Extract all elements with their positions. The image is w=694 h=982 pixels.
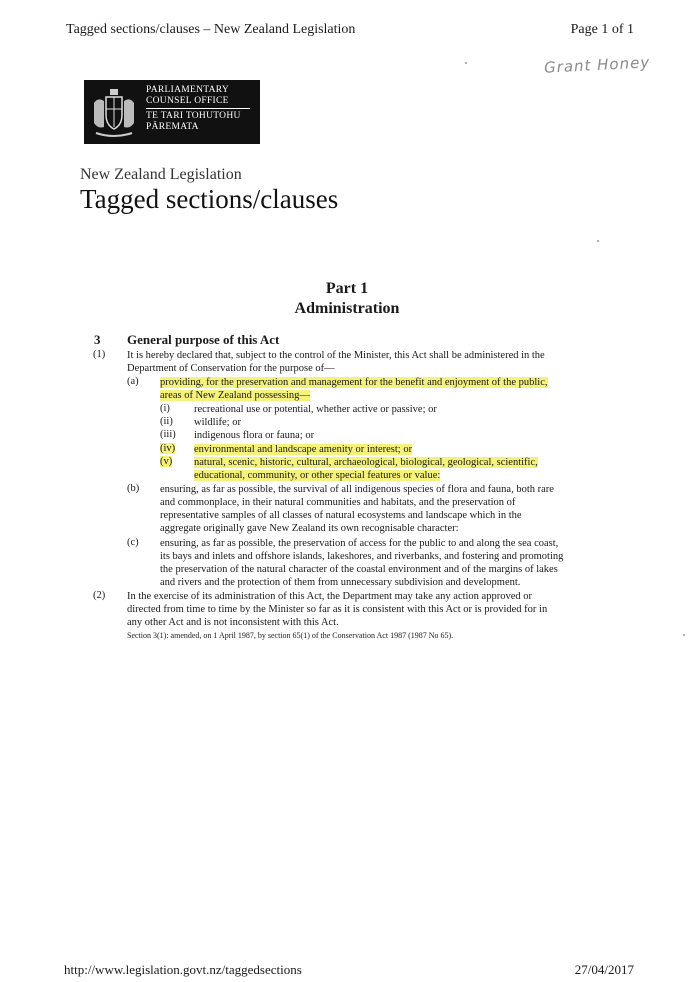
coat-of-arms-icon	[88, 83, 140, 141]
paragraph-a-line-1: providing, for the preservation and management for the benefit and enjoyment of the public,	[160, 377, 548, 388]
page-header-title: Tagged sections/clauses – New Zealand Legislation	[66, 22, 356, 37]
subsection-2-line-1: In the exercise of its administration of this Act, the Department may take any action approved or	[127, 591, 532, 602]
paragraph-b-line-2: and commonplace, in their natural communities and habitats, and the preservation of	[160, 497, 516, 508]
item-label: (iv)	[160, 443, 176, 454]
logo-line-3: TE TARI TOHUTOHU	[146, 111, 241, 121]
footer-url: http://www.legislation.govt.nz/taggedsections	[64, 962, 302, 977]
section-title: General purpose of this Act	[127, 332, 280, 347]
item-label: (iii)	[160, 429, 176, 440]
subsection-1-line-2: Department of Conservation for the purpose of—	[127, 363, 335, 374]
subsection-label: (2)	[93, 590, 106, 601]
logo-text	[146, 85, 250, 132]
doc-title: Tagged sections/clauses	[80, 184, 339, 214]
logo-divider	[146, 108, 250, 109]
item-text: recreational use or potential, whether active or passive; or	[194, 404, 437, 415]
paragraph-c-line-1: ensuring, as far as possible, the preservation of access for the public to and along the sea coast,	[160, 538, 559, 549]
section-number: 3	[94, 332, 101, 347]
paragraph-c-line-3: the preservation of the natural character of the coastal environment and of the margins of lakes	[160, 564, 558, 575]
item-text: indigenous flora or fauna; or	[194, 430, 315, 441]
doc-subtitle: New Zealand Legislation	[80, 166, 242, 183]
logo-line-2: COUNSEL OFFICE	[146, 95, 229, 106]
page-number: Page 1 of 1	[570, 22, 634, 37]
paragraph-c-label: (c)	[127, 537, 139, 548]
paragraph-b-label: (b)	[127, 483, 140, 494]
logo-line-4: PĀREMATA	[146, 121, 199, 132]
handwritten-note: Grant Honey	[543, 53, 651, 77]
scan-speck	[683, 634, 685, 636]
paragraph-b-line-3: representative samples of all classes of natural ecosystems and landscape which in the	[160, 510, 522, 521]
logo-line-1: PARLIAMENTARY	[146, 85, 230, 95]
scan-speck	[597, 240, 599, 242]
part-label: Part 1	[325, 280, 369, 297]
item-label: (ii)	[160, 416, 173, 427]
scan-speck	[465, 62, 467, 64]
pco-logo	[84, 80, 260, 144]
paragraph-c-line-2: its bays and inlets and offshore islands, lakeshores, and riverbanks, and fostering and promoting	[160, 551, 564, 562]
subsection-2-line-2: directed from time to time by the Minister so far as it is consistent with this Act or is provided for in	[127, 604, 548, 615]
subsection-1-line-1: It is hereby declared that, subject to the control of the Minister, this Act shall be administered in the	[127, 350, 545, 361]
paragraph-c-line-4: and rivers and the protection of them from unnecessary subdivision and development.	[160, 577, 521, 588]
subsection-2-line-3: any other Act and is not inconsistent with this Act.	[127, 617, 339, 628]
item-label: (i)	[160, 403, 170, 414]
item-text: environmental and landscape amenity or interest; or	[194, 444, 413, 455]
part-name: Administration	[294, 300, 400, 317]
item-text-continued: educational, community, or other special features or value:	[194, 470, 441, 481]
paragraph-b-line-4: aggregate originally gave New Zealand its own recognisable character:	[160, 523, 459, 534]
subsection-label: (1)	[93, 349, 106, 360]
paragraph-b-line-1: ensuring, as far as possible, the survival of all indigenous species of flora and fauna, both rare	[160, 484, 554, 495]
amendment-note: Section 3(1): amended, on 1 April 1987, by section 65(1) of the Conservation Act 1987 (1987 No 65).	[127, 631, 454, 640]
item-label: (v)	[160, 456, 173, 467]
paragraph-a-line-2: areas of New Zealand possessing—	[160, 390, 310, 401]
footer-date: 27/04/2017	[574, 962, 634, 977]
item-text: wildlife; or	[194, 417, 241, 428]
item-text: natural, scenic, historic, cultural, archaeological, biological, geological, scientific,	[194, 457, 538, 468]
paragraph-a-label: (a)	[127, 376, 139, 387]
